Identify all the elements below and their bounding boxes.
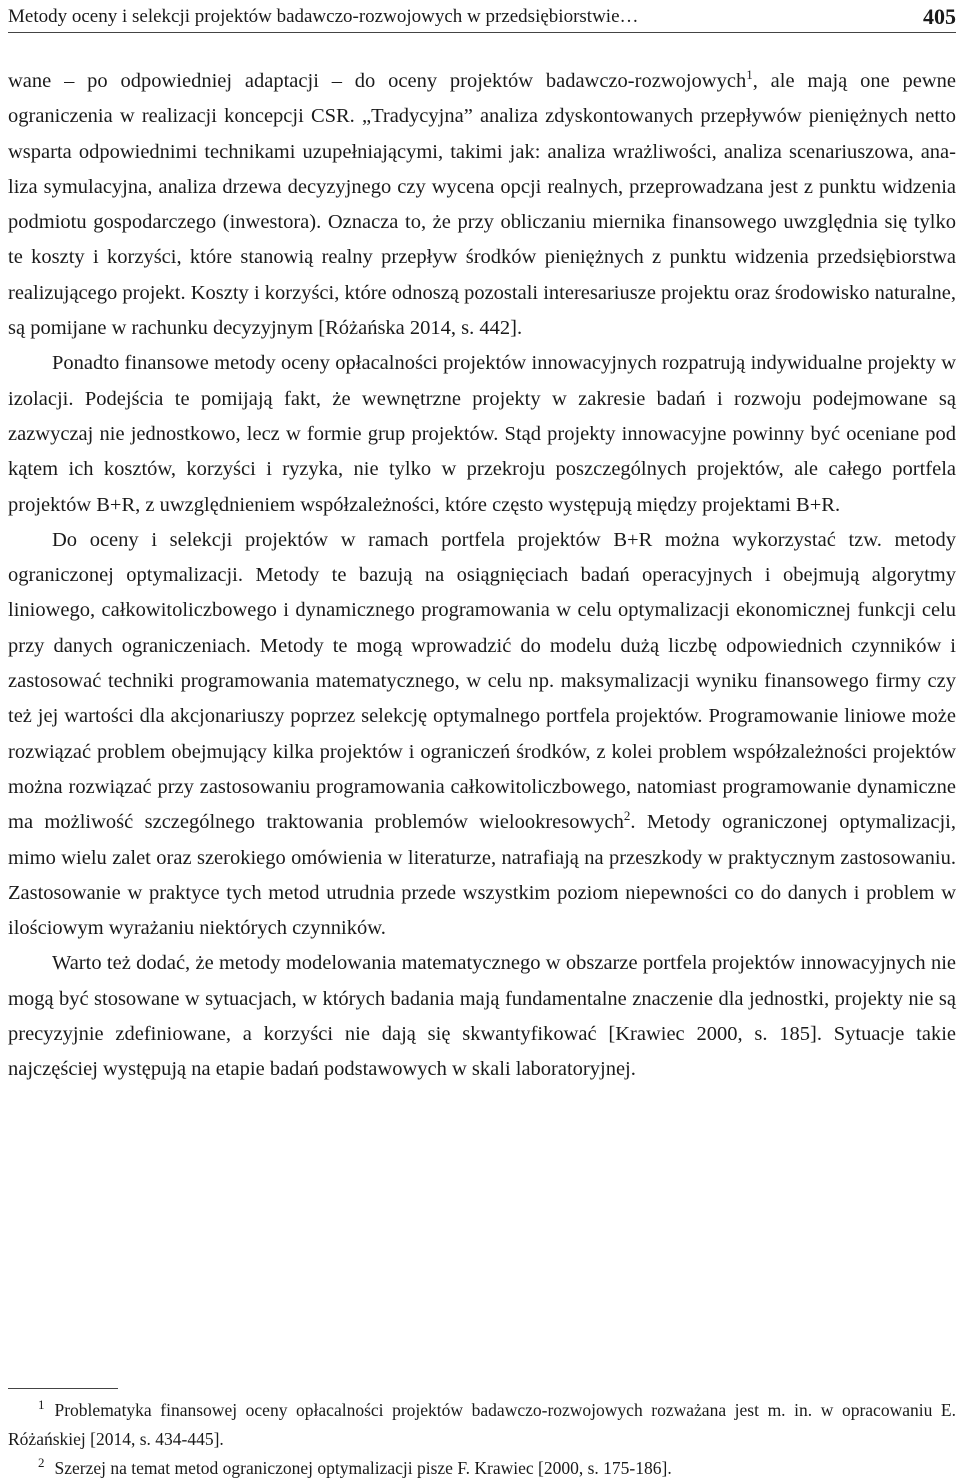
footnote-1-text: Problematyka finansowej oceny opłacalności projektów badawczo-rozwojowych rozważana jest m. in. w opracowaniu E. Różańskiej [2014, s. 434-445]. [8, 1400, 956, 1449]
footnote-1 [8, 1396, 956, 1454]
running-header-title: Metody oceny i selekcji projektów badawczo-rozwojowych w przedsiębiorstwie… [8, 6, 639, 27]
paragraph-1 [8, 64, 956, 346]
paragraph-4: Warto też dodać, że metody modelowania matematycznego w obszarze portfela projektów innowacyjnych nie mogą być stosowane w sytuacjach, w których badania mają fundamentalne znaczenie dla jednostki, projekty nie są precyzyjnie zdefiniowane, a korzyści nie dają się skwantyfikować [Krawiec 2000, s. 185]. Sytuacje takie najczęściej występują na etapie badań podstawowych w skali laboratoryjnej. [8, 952, 956, 1081]
paragraph-3 [8, 523, 956, 947]
paragraph-1-text-a: wane – po odpowiedniej adaptacji – do oceny projektów badawczo-rozwojowych [8, 70, 747, 92]
paragraph-3-text-a: Do oceny i selekcji projektów w ramach portfela projektów B+R można wykorzystać tzw. metody ograniczonej optymalizacji. Metody te bazują na osiągnięciach badań operacyjnych i obejmują algorytmy liniowego, całkowitoliczbowego i dynamicznego programowania w celu optymalizacji ekonomicznej funkcji celu przy danych ograniczeniach. Metody te mogą wprowadzić do modelu dużą liczbę odpowiednich czynników i zastosować techniki programowania matematycznego, w celu np. maksymalizacji wyniku finansowego firmy czy też jej wartości dla akcjonariuszy poprzez selekcję optymalnego portfela projektów. Programowanie liniowe może rozwiązać problem obejmujący kilka projektów i ograniczeń środków, z kolei problem współzależności projektów można rozwiązać przy zastosowaniu programowania całkowitoliczbowego, natomiast programowanie dynamiczne ma możliwość szczególnego traktowania problemów wielookresowych [8, 528, 956, 834]
running-header [8, 4, 956, 30]
footnote-2-number: 2 [38, 1455, 45, 1471]
paragraph-2: Ponadto finansowe metody oceny opłacalności projektów innowacyjnych rozpatrują indywidualne projekty w izolacji. Podejścia te pomijają fakt, że wewnętrzne projekty w zakresie badań i rozwoju podejmowane są zazwyczaj nie jednostkowo, lecz w formie grup projektów. Stąd projekty innowacyjne powinny być oceniane pod kątem ich kosztów, korzyści i ryzyka, nie tylko w przekroju poszczególnych projektów, ale całego portfela projektów B+R, z uwzględnieniem współzależności, które często występują między projektami B+R. [8, 352, 956, 516]
paragraph-1-text-b: , ale mają one pewne ograniczenia w realizacji koncepcji CSR. „Tradycyjna” analiza zdyskontowanych przepływów pieniężnych netto wsparta odpowiednimi technikami uzupełniającymi, takimi jak: analiza wrażliwości, analiza scenariuszowa, analiza symulacyjna, analiza drzewa decyzyjnego czy wycena opcji realnych, przeprowadzana jest z punktu widzenia podmiotu gospodarczego (inwestora). Oznacza to, że przy obliczaniu miernika finansowego uwzględnia się tylko te koszty i korzyści, które stanowią realny przepływ środków pieniężnych z punktu widzenia przedsiębiorstwa realizującego projekt. Koszty i korzyści, które odnoszą pozostali interesariusze projektu oraz środowisko naturalne, są pomijane w rachunku decyzyjnym [Różańska 2014, s. 442]. [8, 70, 956, 340]
page-number: 405 [923, 4, 956, 29]
footnote-2 [8, 1454, 956, 1483]
document-page [8, 0, 956, 1480]
footnote-1-number: 1 [38, 1397, 45, 1413]
footnote-separator [8, 1388, 118, 1389]
footnote-ref-2[interactable]: 2 [623, 808, 631, 824]
main-text [8, 64, 956, 1088]
footnotes [8, 1396, 956, 1483]
footnote-2-text: Szerzej na temat metod ograniczonej optymalizacji pisze F. Krawiec [2000, s. 175-186]. [54, 1458, 672, 1478]
header-rule [8, 32, 956, 33]
paragraph-3-text-b: . Metody ograniczonej optymalizacji, mimo wielu zalet oraz szerokiego omówienia w literaturze, natrafiają na przeszkody w praktycznym zastosowaniu. Zastosowanie w praktyce tych metod utrudnia przede wszystkim poziom niepewności co do danych i problem w ilościowym wyrażaniu niektórych czynników. [8, 811, 956, 940]
footnote-ref-1[interactable]: 1 [746, 67, 753, 83]
